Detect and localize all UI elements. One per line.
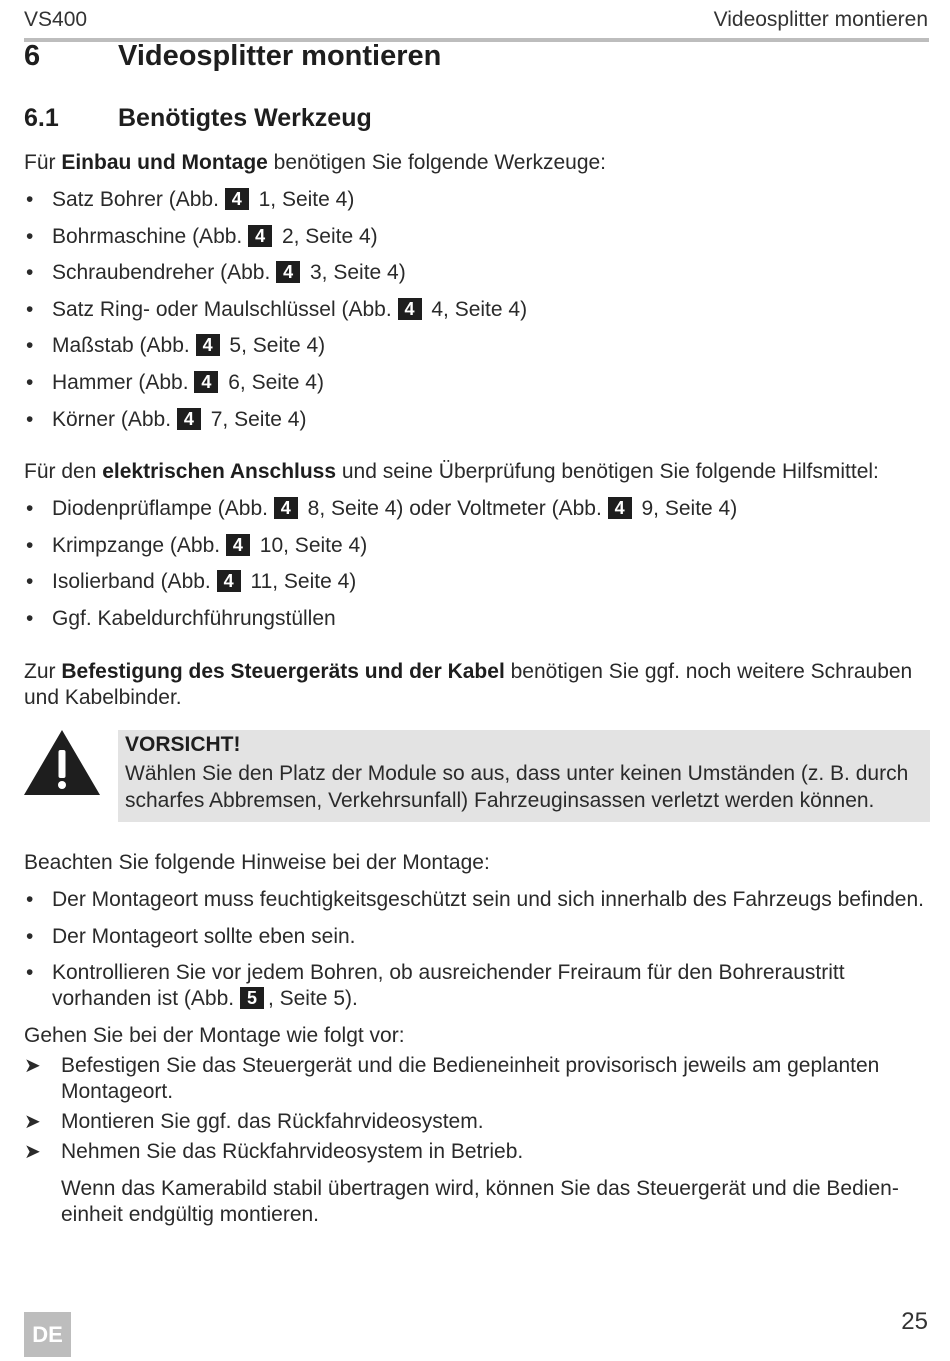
figure-badge: 4 <box>194 371 218 393</box>
text: Montieren Sie ggf. das Rückfahrvideosystem. <box>61 1110 484 1133</box>
figure-badge: 4 <box>248 225 272 247</box>
text: 1, Seite 4) <box>258 188 355 211</box>
step-result: Wenn das Kamerabild stabil übertragen wird, können Sie das Steuergerät und die Bedieneinheit endgültig montieren. <box>61 1177 899 1226</box>
step-item <box>24 1109 929 1135</box>
list-item <box>24 260 527 297</box>
language-badge: DE <box>24 1312 71 1357</box>
figure-badge: 4 <box>398 298 422 320</box>
figure-badge: 4 <box>276 261 300 283</box>
list-item <box>24 533 737 570</box>
page-number: 25 <box>901 1308 928 1335</box>
list-item <box>24 569 737 606</box>
text: , Seite 5). <box>267 987 358 1011</box>
warning-triangle-icon <box>22 728 102 803</box>
hints-list <box>24 887 934 1012</box>
text: Für den <box>24 460 103 483</box>
tools-intro <box>24 150 606 176</box>
text: 10, Seite 4) <box>259 533 368 557</box>
text: Der Montageort muss feuchtigkeitsgeschützt sein und sich innerhalb des Fahrzeugs befinden. <box>52 888 924 911</box>
section-title: Benötigtes Werkzeug <box>118 104 372 132</box>
text: Der Montageort sollte eben sein. <box>52 924 356 948</box>
list-item <box>24 187 527 224</box>
header-chapter-title: Videosplitter montieren <box>713 8 928 31</box>
steps-list <box>24 1053 929 1169</box>
text: Nehmen Sie das Rückfahrvideosystem in Betrieb. <box>61 1140 524 1163</box>
text: 3, Seite 4) <box>310 261 406 285</box>
text: Ggf. Kabeldurchführungstüllen <box>52 606 336 630</box>
step-item <box>24 1053 891 1105</box>
text: benötigen Sie folgende Werkzeuge: <box>267 151 607 174</box>
tools-list <box>24 187 527 443</box>
figure-badge: 4 <box>177 408 201 430</box>
text: Maßstab (Abb. <box>52 334 190 358</box>
list-item <box>24 496 737 533</box>
section-number: 6.1 <box>24 104 59 132</box>
chapter-title: Videosplitter montieren <box>118 40 442 72</box>
text: Schraubendreher (Abb. <box>52 261 271 285</box>
list-item <box>24 370 527 407</box>
arrow-right-icon: ➤ <box>24 1055 41 1077</box>
bold-text: elektrischen Anschluss <box>102 460 337 483</box>
list-item <box>24 224 527 261</box>
list-item <box>24 960 892 1012</box>
text: benötigen Sie ggf. noch weitere Schrauben und Kabelbinder. <box>24 660 913 709</box>
list-item <box>24 924 934 961</box>
list-item <box>24 407 527 444</box>
text: Satz Ring- oder Maulschlüssel (Abb. <box>52 297 392 321</box>
text: 8, Seite 4) oder Voltmeter (Abb. <box>307 497 602 520</box>
figure-badge: 4 <box>274 497 298 519</box>
text: Körner (Abb. <box>52 407 172 431</box>
list-item <box>24 887 934 924</box>
text: und seine Überprüfung benötigen Sie folgende Hilfsmittel: <box>336 460 879 483</box>
text: Isolierband (Abb. <box>52 570 211 594</box>
figure-badge: 5 <box>240 987 264 1009</box>
text: Krimpzange (Abb. <box>52 533 221 557</box>
section-heading <box>24 104 372 133</box>
text: Kontrollieren Sie vor jedem Bohren, ob ausreichender Freiraum für den Bohreraustritt vorhanden ist (Abb. <box>52 961 845 1011</box>
text: 7, Seite 4) <box>210 407 307 431</box>
figure-badge: 4 <box>226 534 250 556</box>
step-item <box>24 1139 929 1165</box>
hints-intro: Beachten Sie folgende Hinweise bei der Montage: <box>24 851 490 874</box>
chapter-heading <box>24 40 441 73</box>
list-item <box>24 297 527 334</box>
bold-text: Einbau und Montage <box>61 151 268 174</box>
list-item <box>24 606 737 643</box>
bold-text: Befestigung des Steuergeräts und der Kabel <box>61 660 505 683</box>
text: Bohrmaschine (Abb. <box>52 224 243 248</box>
figure-badge: 4 <box>225 188 249 210</box>
text: 6, Seite 4) <box>228 370 324 394</box>
arrow-right-icon: ➤ <box>24 1111 41 1133</box>
arrow-right-icon: ➤ <box>24 1141 41 1163</box>
text: 4, Seite 4) <box>431 297 528 321</box>
text: Diodenprüflampe (Abb. <box>52 497 268 520</box>
figure-badge: 4 <box>217 570 241 592</box>
text: 9, Seite 4) <box>641 497 738 520</box>
chapter-number: 6 <box>24 40 41 72</box>
text: Für <box>24 151 62 174</box>
figure-badge: 4 <box>608 497 632 519</box>
header-product-name: VS400 <box>24 8 88 31</box>
text: 2, Seite 4) <box>281 224 378 248</box>
aids-list <box>24 496 737 642</box>
fastening-intro <box>24 659 929 711</box>
caution-title: VORSICHT! <box>125 733 241 756</box>
aids-intro <box>24 459 929 485</box>
figure-badge: 4 <box>196 334 220 356</box>
caution-text: Wählen Sie den Platz der Module so aus, dass unter keinen Umständen (z. B. durch scharfes Abbremsen, Verkehrsunfall) Fahrzeuginsassen verletzt werden können. <box>125 762 909 812</box>
text: Zur <box>24 660 62 683</box>
text: 11, Seite 4) <box>250 570 357 594</box>
text: Befestigen Sie das Steuergerät und die Bedieneinheit provisorisch jeweils am geplanten Montageort. <box>61 1054 880 1103</box>
list-item <box>24 333 527 370</box>
text: Hammer (Abb. <box>52 370 189 394</box>
text: Satz Bohrer (Abb. <box>52 188 219 211</box>
steps-intro: Gehen Sie bei der Montage wie folgt vor: <box>24 1024 405 1047</box>
text: 5, Seite 4) <box>229 334 326 358</box>
